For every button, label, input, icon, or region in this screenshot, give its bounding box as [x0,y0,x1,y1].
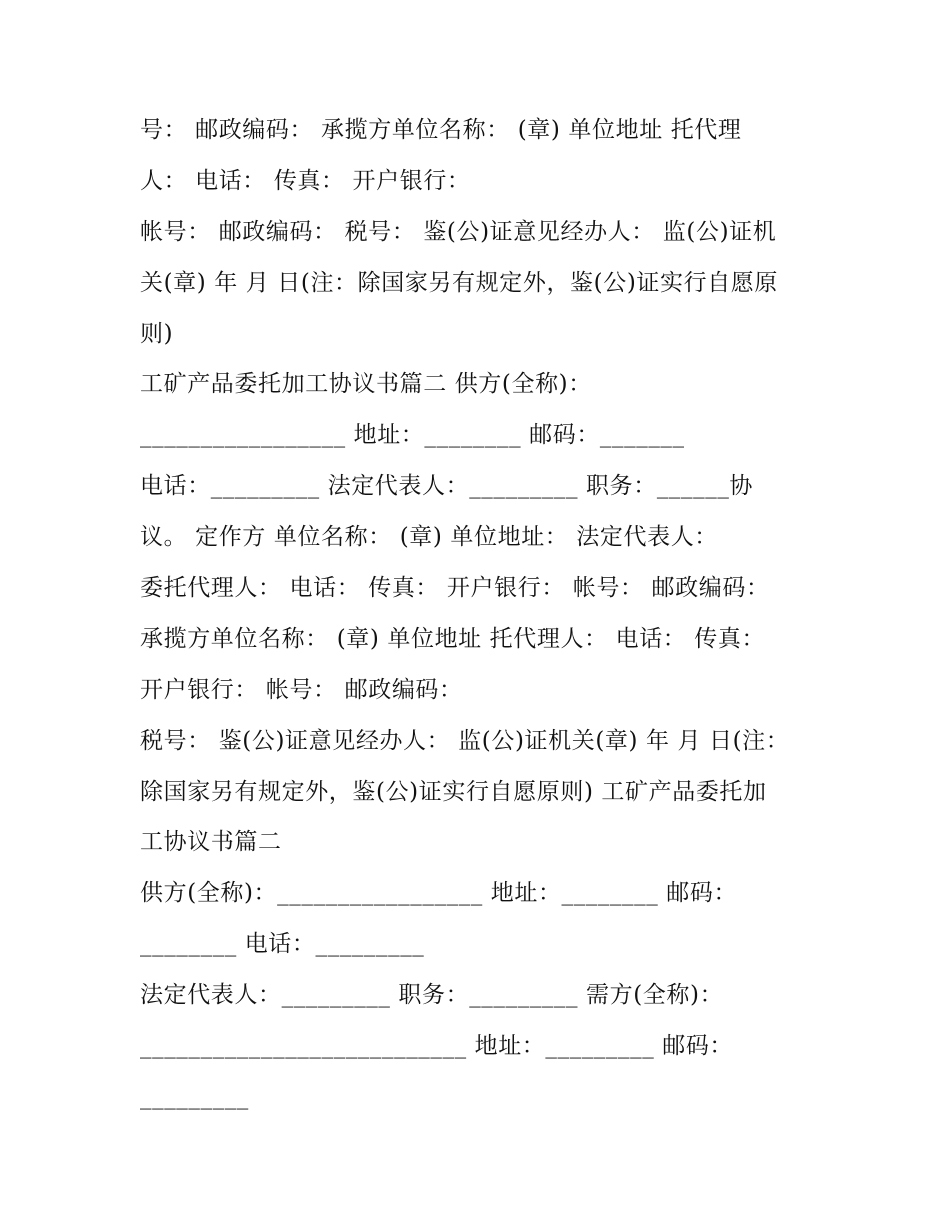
text-line: 人： 电话： 传真： 开户银行： [140,167,471,194]
text-line: 法定代表人：_________ 职务：_________ 需方(全称)： [140,982,724,1009]
text-line: 税号： 鉴(公)证意见经办人： 监(公)证机关(章) 年 月 日(注： [140,727,790,754]
text-line: 则) [140,320,174,347]
text-line: _________ [140,1083,249,1110]
text-line: _________________ 地址：________ 邮码：_______ [140,422,685,449]
document-body [140,108,810,1126]
text-line: 电话：_________ 法定代表人：_________ 职务：______协 [140,473,754,500]
text-line: 工矿产品委托加工协议书篇二 供方(全称)： [140,371,592,398]
text-line: 帐号： 邮政编码： 税号： 鉴(公)证意见经办人： 监(公)证机 [140,218,777,245]
text-line: 委托代理人： 电话： 传真： 开户银行： 帐号： 邮政编码： [140,575,770,602]
text-line: 号： 邮政编码： 承揽方单位名称： (章) 单位地址 托代理 [140,117,742,143]
text-line: ________ 电话：_________ [140,931,425,958]
text-line: ___________________________ 地址：_________ 邮码： [140,1033,734,1060]
text-line: 承揽方单位名称： (章) 单位地址 托代理人： 电话： 传真： [140,625,766,652]
text-line: 工协议书篇二 [140,829,282,856]
text-line: 议。 定作方 单位名称： (章) 单位地址： 法定代表人： [140,524,718,551]
text-line: 供方(全称)：_________________ 地址：________ 邮码： [140,880,738,907]
text-line: 开户银行： 帐号： 邮政编码： [140,676,463,703]
text-line: 除国家另有规定外，鉴(公)证实行自愿原则) 工矿产品委托加 [140,778,767,805]
text-line: 关(章) 年 月 日(注：除国家另有规定外，鉴(公)证实行自愿原 [140,269,778,296]
